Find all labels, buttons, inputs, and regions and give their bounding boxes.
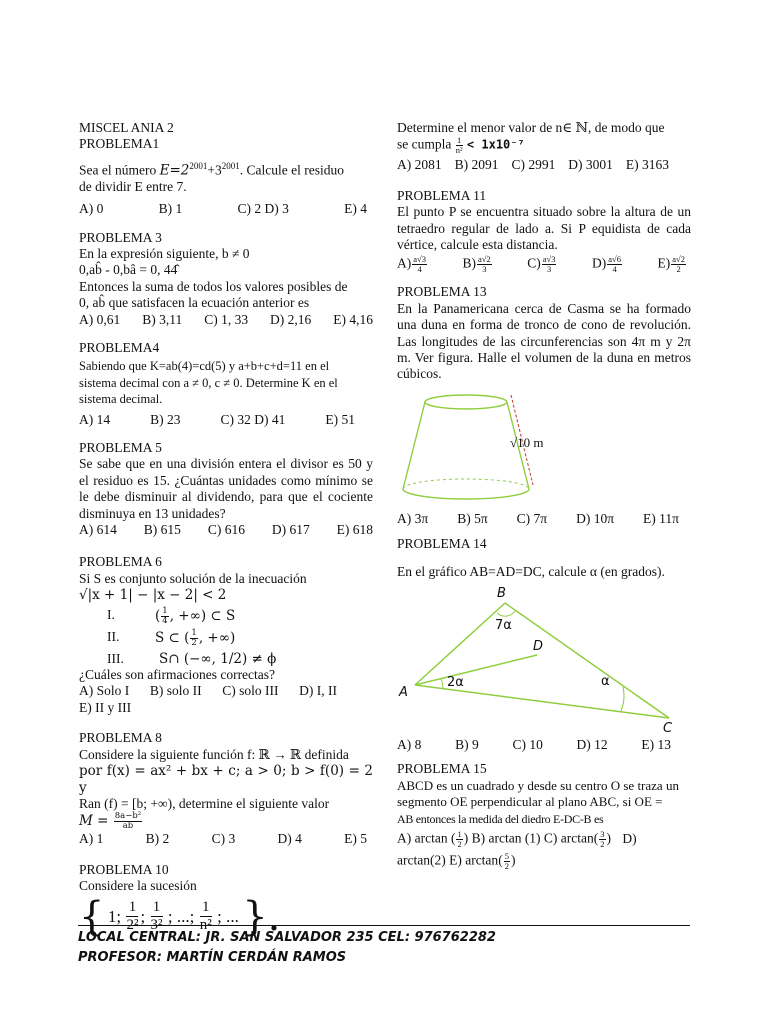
angle-c-arc: [621, 687, 624, 711]
problem-4-line1: Sabiendo que K=ab(4)=cd(5) y a+b+c+d=11 en el: [79, 359, 330, 374]
problem-5-title: PROBLEMA 5: [79, 440, 162, 455]
problem-15-options-row2: arctan(2) E) arctan( $\frac{5}{2}$ ): [397, 850, 516, 871]
problem-8-line3: Ran (f) = [b; +∞), determine el siguiente valor: [79, 795, 330, 811]
option: A) 3π: [397, 511, 429, 527]
angle-b-arc: [497, 611, 515, 616]
vertex-c-label: C: [663, 720, 673, 733]
option: E) 4,16: [333, 311, 373, 327]
vertex-b-label: B: [497, 585, 506, 601]
problem-3-title: PROBLEMA 3: [79, 229, 162, 245]
problem-11-title: PROBLEMA 11: [397, 187, 487, 203]
problem-14-options: [397, 737, 691, 753]
option: C) $\frac{a√3}{3}$: [527, 254, 556, 275]
problem-14-statement: En el gráfico AB=AD=DC, calcule α (en grados).: [397, 564, 665, 580]
option: B) 2: [145, 831, 170, 847]
option: B) 23: [150, 411, 181, 427]
option: B) 2091: [454, 157, 499, 173]
option: E) 51: [325, 411, 355, 427]
problem-13-statement: En la Panamericana cerca de Casma se ha formado una duna en forma de tronco de cono de revolución. Las longitudes de las circunferencias son 4π m y 2π m. Ver figura. Halle el volumen de la duna en metros cúbicos.: [397, 300, 691, 382]
frustum-svg: [397, 389, 587, 507]
option: E) 3163: [625, 157, 669, 173]
problem-1-options: [79, 201, 373, 217]
problem-6-title: PROBLEMA 6: [79, 554, 162, 570]
option: C) 2 D) 3: [237, 201, 289, 217]
problem-13-title: PROBLEMA 13: [397, 284, 487, 300]
problem-5-statement: Se sabe que en una división entera el divisor es 50 y el residuo es 15. ¿Cuántas unidades como mínimo se le debe disminuir al dividendo, para que el cociente disminuya en 13 unidades?: [79, 456, 373, 521]
problem-10-continuation-line1: Determine el menor valor de n∈ ℕ, de modo que: [397, 120, 665, 135]
worksheet-title: MISCEL ANIA 2: [79, 120, 174, 135]
problem-1-statement-line2: de dividir E entre 7.: [79, 178, 187, 194]
option: C) 32 D) 41: [220, 411, 286, 427]
problem-1-statement: Sea el número $E=2^{2001}+3^{2001}$. Calcule el residuo: [79, 160, 344, 179]
option: B) 3,11: [142, 311, 183, 327]
triangle-figure: [397, 583, 691, 737]
option: A) 0: [79, 201, 104, 217]
angle-a-label: α: [601, 673, 610, 689]
vertex-d-label: D: [533, 638, 544, 654]
option: D) 10π: [576, 511, 615, 527]
problem-15-line2: segmento OE perpendicular al plano ABC, si OE =: [397, 794, 663, 810]
option: A) 1: [79, 831, 104, 847]
problem-10-line1: Considere la sucesión: [79, 878, 197, 894]
slant-label: √10 m: [510, 434, 544, 450]
problem-10-sequence: { 1; $\frac{1}{\text{2²}}$ ; $\frac{1}{\text{3²}}$ ; ...; $\frac{1}{\text{n²}}$ ; ... }.: [79, 893, 281, 940]
side-ab: [415, 603, 505, 685]
option: D) $\frac{a√6}{4}$: [592, 254, 621, 275]
problem-6-inequality: √|x + 1| − |x − 2| < 2: [79, 587, 227, 604]
side-bc: [505, 603, 669, 718]
problem-14-title: PROBLEMA 14: [397, 535, 487, 551]
problem-13-options: [397, 511, 691, 527]
option: A) 0,61: [79, 311, 121, 327]
option: A) 614: [79, 522, 117, 538]
problem-15-options-row1: A) arctan ( $\frac{1}{2}$ ) B) arctan (1) C) arctan( $\frac{3}{2}$ ) D): [397, 828, 637, 849]
problem-5-options: [79, 522, 373, 538]
option: E) $\frac{a√2}{2}$: [657, 254, 685, 275]
problem-11-options: [397, 255, 691, 274]
top-ellipse: [425, 395, 507, 409]
option: A) Solo I: [79, 683, 130, 699]
option: E) 11π: [643, 511, 679, 527]
option: B) $\frac{a√2}{3}$: [462, 254, 491, 275]
problem-8-options: [79, 831, 373, 847]
option: E) 13: [641, 736, 671, 752]
option: B) solo II: [149, 683, 202, 699]
problem-4-title: PROBLEMA4: [79, 339, 160, 355]
problem-8-line1: Considere la siguiente función f: ℝ → ℝ definida: [79, 746, 349, 762]
problem-15-title: PROBLEMA 15: [397, 761, 487, 777]
option: D) 617: [271, 522, 310, 538]
option: D) 3001: [568, 157, 613, 173]
problem-10-continuation-line2: se cumpla $\frac{1}{\text{n²}}$ < 1x10⁻⁷: [397, 135, 525, 156]
triangle-svg: [397, 583, 697, 733]
left-column: [79, 120, 373, 940]
option: D) 2,16: [270, 311, 312, 327]
problem-3-line1: En la expresión siguiente, b ≠ 0: [79, 245, 250, 261]
problem-8-title: PROBLEMA 8: [79, 730, 162, 746]
option: C) 616: [207, 522, 245, 538]
option: A) $\frac{a√3}{4}$: [397, 254, 426, 275]
option: D) I, II: [299, 683, 337, 699]
problem-6-question: ¿Cuáles son afirmaciones correctas?: [79, 667, 276, 683]
option: C) 10: [512, 736, 543, 752]
base-arc-back: [403, 479, 529, 489]
option: E) 5: [344, 831, 367, 847]
footer: [78, 925, 690, 968]
option: B) 5π: [457, 511, 488, 527]
problem-3-line4: 0, ab̂ que satisfacen la ecuación anterior es: [79, 295, 310, 311]
problem-8-line2: por f(x) = ax² + bx + c; a > 0; b > f(0) = 2 y: [79, 763, 373, 796]
option: D) 4: [277, 831, 302, 847]
problem-4-line2: sistema decimal con a ≠ 0, c ≠ 0. Determine K en el: [79, 375, 338, 390]
problem-4-line3: sistema decimal.: [79, 392, 163, 407]
problem-4-options: [79, 412, 373, 428]
angle-a-arc: [441, 679, 443, 689]
option: E) 618: [336, 522, 373, 538]
footer-address: LOCAL CENTRAL: JR. SAN SALVADOR 235 CEL: 976762282: [78, 930, 496, 945]
segment-ad: [415, 655, 537, 685]
option: E) II y III: [79, 699, 132, 715]
option: C) 1, 33: [204, 311, 249, 327]
problem-8-m-formula: M = $\frac{\text{8a−b²}}{ab}$: [79, 811, 142, 832]
problem-6-line1: Si S es conjunto solución de la inecuación: [79, 570, 307, 586]
problem-6-statement-i: I. ( $\frac{1}{4}$ , +∞) ⊂ S: [107, 605, 236, 626]
option: B) 1: [158, 201, 183, 217]
option: E) 4: [344, 201, 367, 217]
angle-2a-label: 2α: [447, 674, 464, 690]
right-column: [397, 120, 691, 871]
option: A) 2081: [397, 157, 442, 173]
problem-3-line2: 0,ab̂ - 0,bâ = 0, 44̂: [79, 262, 178, 278]
base-arc-front: [403, 489, 529, 499]
problem-3-options: [79, 312, 373, 328]
option: B) 9: [455, 736, 479, 752]
problem-6-statement-ii: II. S ⊂ ( $\frac{1}{2}$ , +∞): [107, 627, 236, 648]
left-slant: [403, 402, 425, 489]
option: C) 3: [211, 831, 236, 847]
problem-10-options: [397, 157, 691, 173]
problem-6-statement-iii: III. S∩ (−∞, 1/2) ≠ ϕ: [107, 650, 277, 667]
option: A) 8: [397, 736, 422, 752]
vertex-a-label: A: [399, 684, 408, 700]
problem-15-line3: AB entonces la medida del diedro E-DC-B es: [397, 811, 604, 826]
frustum-figure: [397, 389, 691, 511]
option: B) 615: [143, 522, 181, 538]
problem-6-options: [79, 683, 373, 699]
option: C) solo III: [222, 683, 279, 699]
option: D) 12: [576, 736, 608, 752]
option: A) 14: [79, 411, 111, 427]
problem-11-statement: El punto P se encuentra situado sobre la altura de un tetraedro regular de lado a. Si P equidista de cada vértice, calcule esta distancia.: [397, 204, 691, 253]
problem-3-line3: Entonces la suma de todos los valores posibles de: [79, 278, 348, 294]
problem-1-title: PROBLEMA1: [79, 136, 160, 152]
angle-7a-label: 7α: [495, 617, 512, 633]
option: C) 2991: [511, 157, 556, 173]
problem-10-title: PROBLEMA 10: [79, 861, 169, 877]
option: C) 7π: [516, 511, 548, 527]
problem-15-line1: ABCD es un cuadrado y desde su centro O se traza un: [397, 777, 679, 793]
footer-teacher: PROFESOR: MARTÍN CERDÁN RAMOS: [78, 950, 347, 965]
